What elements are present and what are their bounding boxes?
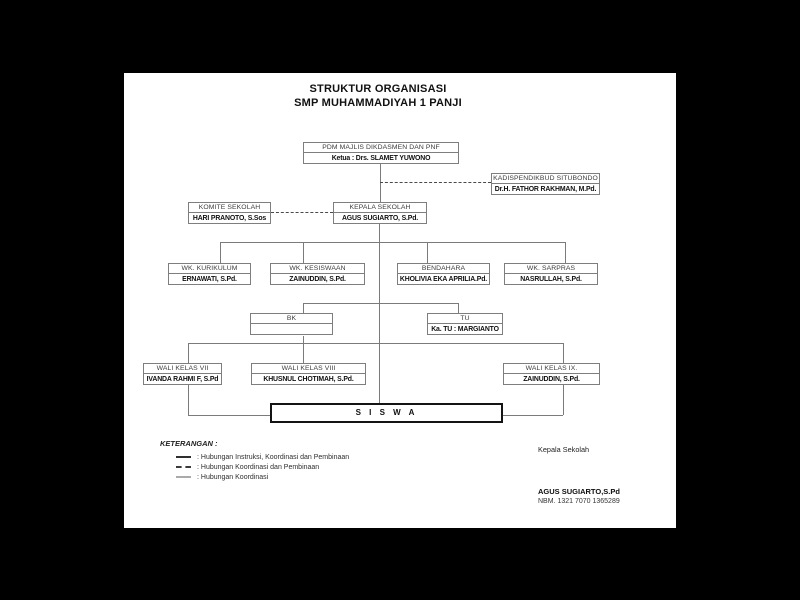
org-box-bendahara [397, 263, 490, 285]
legend [160, 439, 349, 482]
org-box-wk-sarpras [504, 263, 598, 285]
legend-item-label: : Hubungan Instruksi, Koordinasi dan Pembinaan [197, 453, 350, 461]
legend-item-label: : Hubungan Koordinasi dan Pembinaan [197, 463, 320, 471]
org-box-name: KHOLIVIA EKA APRILIA.Pd. [397, 273, 490, 285]
org-box-name: KHUSNUL CHOTIMAH, S.Pd. [251, 373, 366, 385]
org-box-wk-kurikulum [168, 263, 251, 285]
org-box-title: WALI KELAS VII [143, 363, 222, 374]
org-box-wk-kesiswaan [270, 263, 365, 285]
connector-line [303, 303, 304, 313]
page-title [124, 82, 632, 110]
connector-dashed-line [271, 212, 333, 213]
org-box-title: BENDAHARA [397, 263, 490, 274]
signature-nbm: NBM. 1321 7070 1365289 [538, 498, 620, 505]
solid-line-icon [176, 456, 191, 458]
org-box-name [250, 323, 333, 335]
legend-item [176, 472, 349, 482]
org-box-wali-kelas-ix [503, 363, 600, 385]
title-line-1: STRUKTUR ORGANISASI [309, 83, 447, 95]
dashed-line-icon [176, 466, 191, 468]
connector-line [188, 343, 189, 363]
connector-dashed-line [380, 182, 491, 183]
org-box-name: IVANDA RAHMI F, S.Pd [143, 373, 222, 385]
org-box-wali-kelas-vii [143, 363, 222, 385]
org-box-name: Ketua : Drs. SLAMET YUWONO [303, 152, 459, 164]
org-box-name: ZAINUDDIN, S.Pd. [503, 373, 600, 385]
signature-role: Kepala Sekolah [538, 445, 590, 454]
org-box-title: WK. KESISWAAN [270, 263, 365, 274]
org-box-name: Ka. TU : MARGIANTO [427, 323, 503, 335]
connector-line [303, 336, 304, 343]
org-box-pdm-majlis-dikdasmen [303, 142, 459, 164]
connector-line [565, 242, 566, 263]
org-box-title: WK. SARPRAS [504, 263, 598, 274]
org-box-wali-kelas-viii [251, 363, 366, 385]
org-box-title: WALI KELAS IX. [503, 363, 600, 374]
gray-line-icon [176, 476, 191, 478]
org-box-siswa: S I S W A [270, 403, 503, 423]
connector-line [427, 242, 428, 263]
org-box-name: NASRULLAH, S.Pd. [504, 273, 598, 285]
org-box-title: KEPALA SEKOLAH [333, 202, 427, 213]
connector-line [563, 385, 564, 415]
org-box-title: WK. KURIKULUM [168, 263, 251, 274]
legend-item [176, 462, 349, 472]
org-box-kadispendikbud [491, 173, 600, 195]
org-box-title: PDM MAJLIS DIKDASMEN DAN PNF [303, 142, 459, 153]
connector-line [188, 343, 563, 344]
connector-line [220, 242, 221, 263]
org-box-name: AGUS SUGIARTO, S.Pd. [333, 212, 427, 224]
org-box-name: HARI PRANOTO, S.Sos [188, 212, 271, 224]
org-box-tu [427, 313, 503, 335]
legend-heading: KETERANGAN : [160, 439, 218, 448]
connector-line [503, 415, 563, 416]
legend-item-label: : Hubungan Koordinasi [197, 473, 269, 481]
org-box-title: BK [250, 313, 333, 324]
org-box-name: ZAINUDDIN, S.Pd. [270, 273, 365, 285]
connector-line [379, 223, 380, 403]
legend-item [176, 452, 349, 462]
connector-line [303, 242, 304, 263]
connector-line [220, 242, 565, 243]
org-box-kepala-sekolah [333, 202, 427, 224]
connector-line [188, 385, 189, 415]
org-box-name: Dr.H. FATHOR RAKHMAN, M.Pd. [491, 183, 600, 195]
org-box-name: ERNAWATI, S.Pd. [168, 273, 251, 285]
org-box-title: WALI KELAS VIII [251, 363, 366, 374]
org-box-komite-sekolah [188, 202, 271, 224]
org-box-bk [250, 313, 333, 335]
org-box-title: TU [427, 313, 503, 324]
org-box-title: KADISPENDIKBUD SITUBONDO [491, 173, 600, 184]
signature-name: AGUS SUGIARTO,S.Pd [538, 487, 620, 496]
title-line-2: SMP MUHAMMADIYAH 1 PANJI [294, 97, 462, 109]
connector-line [303, 303, 458, 304]
connector-line [563, 343, 564, 363]
connector-line [458, 303, 459, 313]
document-page [124, 73, 676, 528]
connector-line [188, 415, 270, 416]
connector-line [303, 343, 304, 363]
signature-block [538, 445, 620, 505]
org-box-title: KOMITE SEKOLAH [188, 202, 271, 213]
